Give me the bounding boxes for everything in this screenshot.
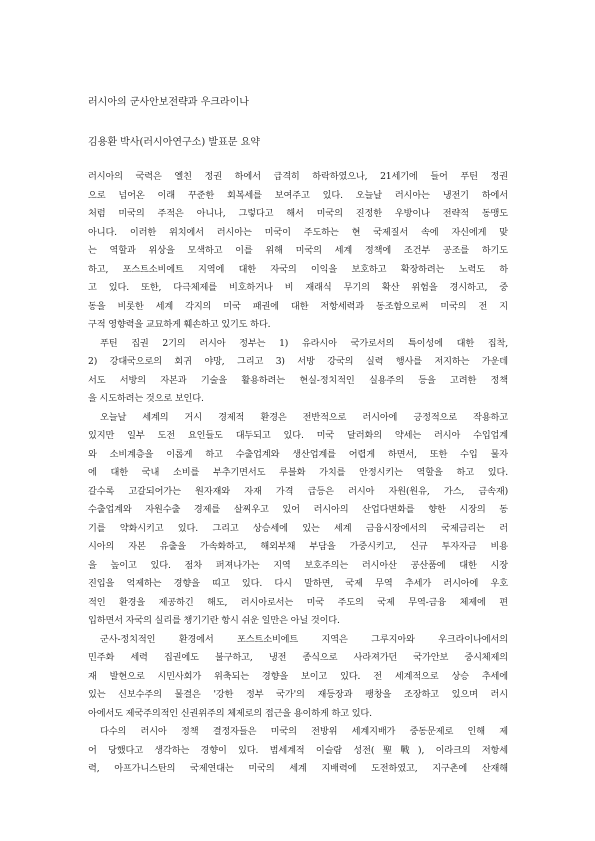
body-line: 수출업계와 자원수출 경제를 살찌우고 있어 러시아의 산업다변화를 향한 시장의 동 bbox=[88, 504, 508, 515]
body-line: 아에서도 제국주의적인 신권위주의 체제로의 접근을 용이하게 하고 있다. bbox=[88, 707, 372, 719]
body-line: 아니다. 이러한 위치에서 러시아는 미국이 주도하는 현 국제질서 속에 자신에게 맞 bbox=[88, 226, 508, 238]
body-line: 어 당했다고 생각하는 경향이 있다. 범세계적 이슬람 성전(聖戰), 이라크의 저항세 bbox=[88, 744, 508, 756]
document-title: 러시아의 군사안보전략과 우크라이나 bbox=[88, 97, 249, 108]
body-line: 오늘날 세계의 거시 경제적 환경은 전반적으로 러시아에 긍정적으로 작용하고 bbox=[100, 411, 508, 423]
body-line: 민주화 세력 집권에도 불구하고, 냉전 종식으로 사라져가던 국가안보 중시체제의 bbox=[88, 652, 508, 663]
body-line: 있는 신보수주의 물결은 '강한 정부 국가'의 재등장과 팽창을 조장하고 있으며 러시 bbox=[88, 689, 508, 700]
body-line: 갈수록 고갈되어가는 원자재와 자재 가격 급등은 러시아 자원(원유, 가스, 금속재) bbox=[88, 485, 508, 497]
body-line: 동을 비롯한 세계 각지의 미국 패권에 대한 저항세력과 동조함으로써 미국의 전 지 bbox=[88, 300, 508, 312]
body-line: 재 발현으로 시민사회가 위축되는 경향을 보이고 있다. 전 세계적으로 상승 추세에 bbox=[88, 670, 508, 682]
body-line: 러시아의 국력은 옐친 정권 하에서 급격히 하락하였으나, 21세기에 들어 푸틴 정권 bbox=[88, 171, 508, 182]
body-line: 진입을 억제하는 경향을 띠고 있다. 다시 말하면, 국제 무역 추세가 러시아에 우호 bbox=[88, 578, 508, 589]
body-line: 는 역할과 위상을 모색하고 이를 위해 미국의 세계 정책에 조건부 공조를 하기도 bbox=[88, 245, 508, 256]
body-line: 있지만 일부 도전 요인들도 대두되고 있다. 미국 달러화의 약세는 러시아 수입업계 bbox=[88, 430, 508, 441]
body-line: 력, 아프가니스탄의 국제연대는 미국의 세계 지배력에 도전하였고, 지구촌에 산재해 bbox=[88, 763, 508, 774]
body-line: 입하면서 자국의 실리를 챙기기란 항시 쉬운 일만은 아닐 것이다. bbox=[88, 615, 340, 626]
body-line: 으로 넘어온 이래 꾸준한 회복세를 보여주고 있다. 오늘날 러시아는 냉전기 하에서 bbox=[88, 189, 508, 201]
body-line: 와 소비계층을 이롭게 하고 수출업계와 생산업계를 어렵게 하면서, 또한 수입 물자 bbox=[88, 448, 508, 460]
body-line: 하고, 포스트소비에트 지역에 대한 자국의 이익을 보호하고 확장하려는 노력도 하 bbox=[88, 263, 508, 275]
document-subtitle: 김용환 박사(러시아연구소) 발표문 요약 bbox=[88, 137, 260, 148]
body-line: 에 대한 국내 소비를 부추기면서도 루블화 가치를 안정시키는 역할을 하고 있다. bbox=[88, 467, 508, 478]
body-line: 군사-정치적인 환경에서 포스트소비에트 지역은 그루지아와 우크라이나에서의 bbox=[100, 633, 508, 645]
body-line: 적인 환경을 제공하긴 해도, 러시아로서는 미국 주도의 국제 무역-금융 체제에 편 bbox=[88, 596, 508, 608]
body-line: 서도 서방의 자본과 기술을 활용하려는 현실-정치적인 실용주의 등을 고려한 정책 bbox=[88, 374, 508, 386]
document-body bbox=[88, 168, 508, 779]
body-line: 푸틴 집권 2기의 러시아 정부는 1) 유라시아 국가로서의 특이성에 대한 집착, bbox=[100, 337, 508, 349]
body-line: 기를 약화시키고 있다. 그리고 상승세에 있는 세계 금융시장에서의 국제금리는 러 bbox=[88, 522, 508, 534]
body-line: 고 있다. 또한, 다극체제를 비호하거나 비 재래식 무기의 확산 위험을 경시하고, 중 bbox=[88, 282, 508, 293]
body-line: 다수의 러시아 정책 결정자들은 미국의 전방위 세계지배가 중동문제로 인해 제 bbox=[100, 726, 508, 737]
body-line: 처럼 미국의 주적은 아니나, 그렇다고 해서 미국의 진정한 우방이나 전략적 동맹도 bbox=[88, 208, 508, 219]
body-line: 을 높이고 있다. 점차 퍼져나가는 지역 보호주의는 러시아산 공산품에 대한 시장 bbox=[88, 559, 508, 571]
body-line: 구적 영향력을 교묘하게 훼손하고 있기도 하다. bbox=[88, 319, 271, 330]
body-line: 시아의 자본 유출을 가속화하고, 해외부채 부담을 가중시키고, 신규 투자자금 비용 bbox=[88, 541, 508, 552]
body-line: 2) 강대국으로의 회귀 야망, 그리고 3) 서방 강국의 실력 행사를 저지하는 가운데 bbox=[88, 356, 508, 367]
body-line: 을 시도하려는 것으로 보인다. bbox=[88, 393, 204, 404]
